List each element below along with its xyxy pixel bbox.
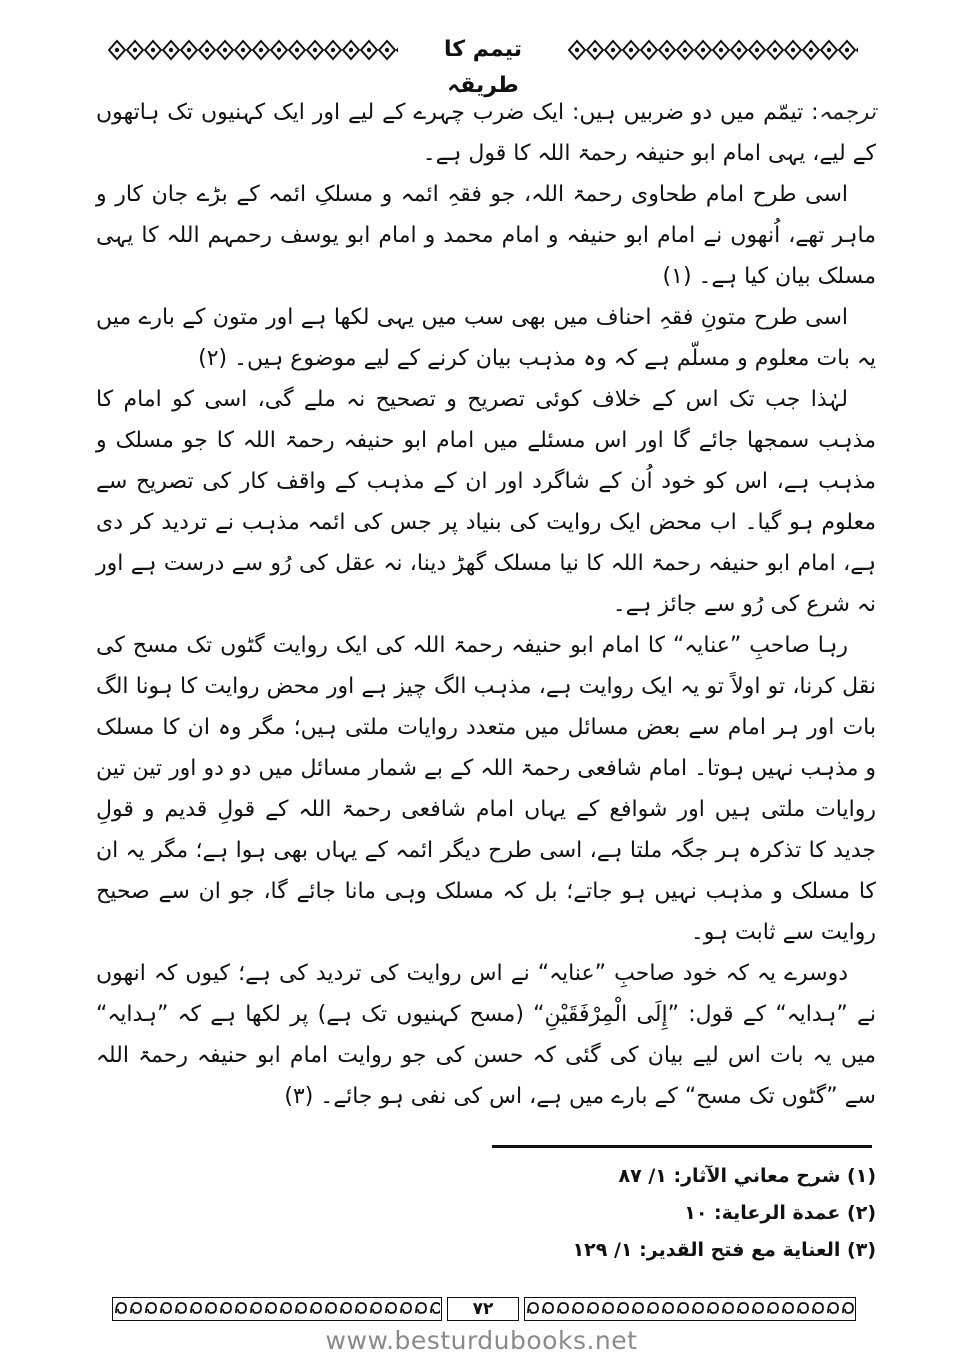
page-number: ۷۲ (447, 1297, 519, 1321)
page-title: تیمم کا طریقہ (444, 37, 522, 98)
page-footer (112, 1297, 856, 1323)
footer-ornament-right (524, 1297, 856, 1321)
main-text (96, 92, 876, 1117)
footer-ornament-left (112, 1297, 442, 1321)
translation-text: : تیمّم میں دو ضربیں ہیں: ایک ضرب چہرے کے لیے اور ایک کہنیوں تک ہاتھوں کے لیے، یہی امام ابو حنیفہ رحمۃ اللہ کا قول ہے۔ (96, 100, 876, 166)
paragraph: اسی طرح متونِ فقہِ احناف میں بھی سب میں یہی لکھا ہے اور متون کے بارے میں یہ بات معلوم و مسلّم ہے کہ وہ مذہب بیان کرنے کے لیے موضوع ہیں۔ (۲) (96, 305, 876, 371)
footnotes (96, 1158, 876, 1269)
decorative-border-left (108, 38, 398, 62)
footnote: (۳) العناية مع فتح القدير: ۱/ ۱۲۹ (572, 1239, 876, 1261)
watermark-url: www.besturdubooks.net (325, 1326, 638, 1355)
translation-paragraph (96, 92, 876, 174)
footnote: (۱) شرح معاني الآثار: ۱/ ۸۷ (618, 1165, 876, 1187)
footnote-separator (492, 1145, 872, 1148)
paragraph: اسی طرح امام طحاوی رحمۃ اللہ، جو فقہِ ائمہ و مسلکِ ائمہ کے بڑے جان کار و ماہر تھے، اُنھوں نے امام ابو حنیفہ و امام محمد و امام ابو یوسف رحمہم اللہ کا یہی مسلک بیان کیا ہے۔ (۱) (96, 182, 876, 289)
paragraph: رہا صاحبِ ”عنایہ“ کا امام ابو حنیفہ رحمۃ اللہ کی ایک روایت گٹوں تک مسح کی نقل کرنا، تو اولاً تو یہ ایک روایت ہے، مذہب الگ چیز ہے اور محض روایت کا ہونا الگ بات اور ہر امام سے بعض مسائل میں متعدد روایات ملتی ہیں؛ مگر وہ ان کا مسلک و مذہب نہیں ہوتا۔ امام شافعی رحمۃ اللہ کے بے شمار مسائل میں دو دو اور تین تین روایات ملتی ہیں اور شوافع کے یہاں امام شافعی رحمۃ اللہ کے قولِ قدیم و قولِ جدید کا تذکرہ ہر جگہ ملتا ہے، اسی طرح دیگر ائمہ کے یہاں بھی ہوا ہے؛ مگر یہ ان کا مسلک و مذہب نہیں ہو جاتے؛ بل کہ مسلک وہی مانا جائے گا، جو ان سے صحیح روایت سے ثابت ہو۔ (96, 633, 876, 945)
page-header (108, 32, 858, 98)
paragraph: دوسرے یہ کہ خود صاحبِ ”عنایہ“ نے اس روایت کی تردید کی ہے؛ کیوں کہ انھوں نے ”ہدایہ“ کے قول: ”إِلَى الْمِرْفَقَيْنِ“ (مسح کہنیوں تک ہے) پر لکھا ہے کہ ”ہدایہ“ میں یہ بات اس لیے بیان کی گئی کہ حسن کی جو روایت امام ابو حنیفہ رحمۃ اللہ سے ”گٹوں تک مسح“ کے بارے میں ہے، اس کی نفی ہو جائے۔ (۳) (96, 961, 876, 1109)
footnote: (۲) عمدة الرعاية: ۱۰ (684, 1202, 876, 1224)
paragraph: لہٰذا جب تک اس کے خلاف کوئی تصریح و تصحیح نہ ملے گی، اسی کو امام کا مذہب سمجھا جائے گا اور اس مسئلے میں امام ابو حنیفہ رحمۃ اللہ کا جو مسلک و مذہب ہے، اس کو خود اُن کے شاگرد اور ان کے مذہب کے واقف کار کی تصریح سے معلوم ہو گیا۔ اب محض ایک روایت کی بنیاد پر جس کی ائمہ مذہب نے تردید کر دی ہے، امام ابو حنیفہ رحمۃ اللہ کا نیا مسلک گھڑ دینا، نہ عقل کی رُو سے درست ہے اور نہ شرع کی رُو سے جائز ہے۔ (96, 387, 876, 617)
decorative-border-right (568, 38, 858, 62)
translation-label: ترجمہ (818, 100, 876, 125)
